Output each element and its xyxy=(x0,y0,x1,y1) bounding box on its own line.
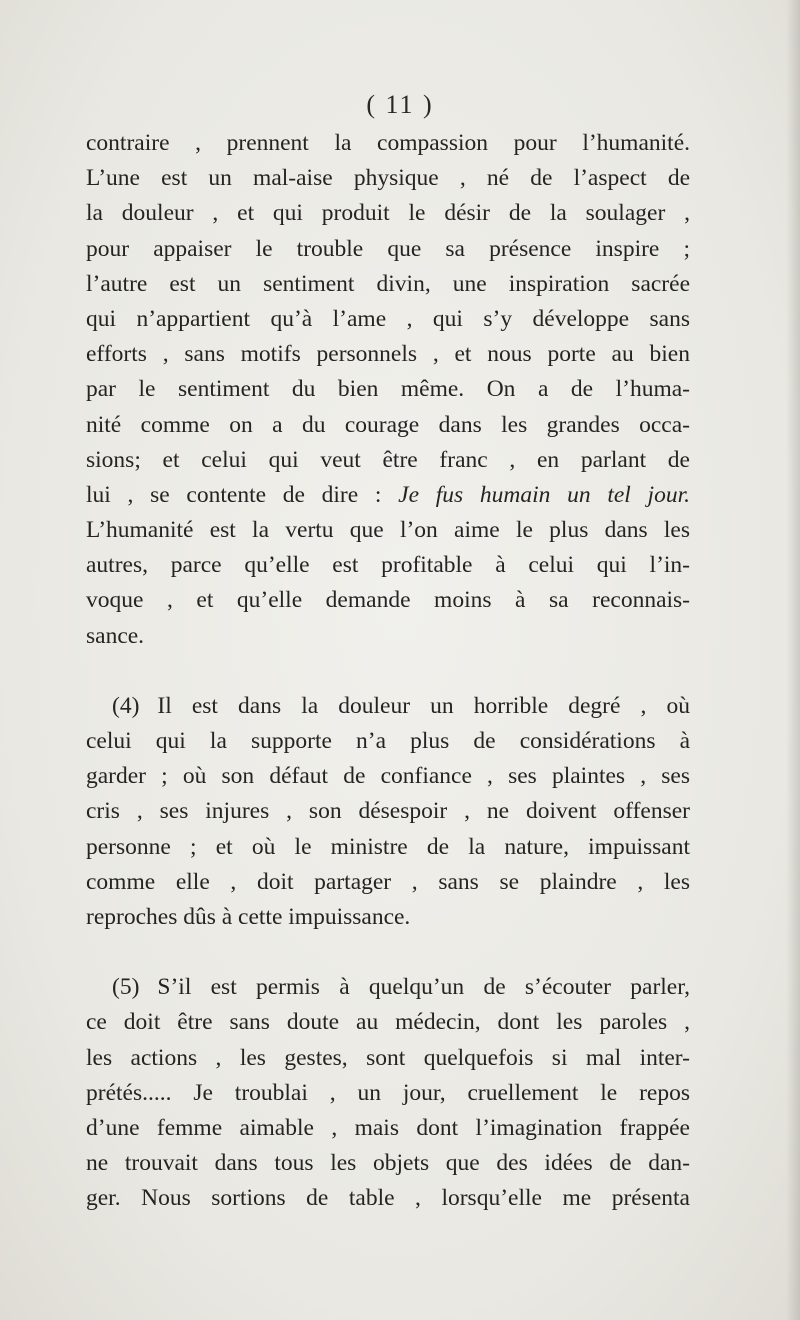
text-line-with-quote xyxy=(86,478,690,513)
text-line: L’humanité est la vertu que l’on aime le plus dans les xyxy=(86,517,690,544)
text-line: celui qui la supporte n’a plus de considérations à xyxy=(86,728,690,754)
text-line: prétés..... Je troublai , un jour, cruellement le repos xyxy=(86,1079,690,1106)
text-line: les actions , les gestes, sont quelquefois si mal inter- xyxy=(86,1044,690,1071)
note-text: Il est dans la douleur un horrible degré , où xyxy=(157,692,690,719)
text-line: personne ; et où le ministre de la nature, impuissant xyxy=(86,833,690,860)
text-line: garder ; où son défaut de confiance , ses plaintes , ses xyxy=(86,763,690,790)
note-first-line xyxy=(86,970,690,1005)
text-line: sions; et celui qui veut être franc , en parlant de xyxy=(86,446,690,473)
page-edge-shadow xyxy=(786,0,800,1320)
text-line: nité comme on a du courage dans les grandes occa- xyxy=(86,411,690,438)
text-line: contraire , prennent la compassion pour l’humanité. xyxy=(86,130,690,156)
text-line: voque , et qu’elle demande moins à sa reconnais- xyxy=(86,587,690,614)
text-line: qui n’appartient qu’à l’ame , qui s’y développe sans xyxy=(86,305,690,332)
text-line: sance. xyxy=(86,622,145,649)
text-line: efforts , sans motifs personnels , et nous porte au bien xyxy=(86,341,690,368)
note-number: (4) xyxy=(112,692,140,719)
text-line: ce doit être sans doute au médecin, dont les paroles , xyxy=(86,1009,690,1036)
note-number: (5) xyxy=(112,974,140,1001)
text-line: pour appaiser le trouble que sa présence inspire ; xyxy=(86,235,690,262)
page-number: ( 11 ) xyxy=(366,90,434,119)
text-line: par le sentiment du bien même. On a de l’huma- xyxy=(86,376,690,403)
text-line: la douleur , et qui produit le désir de la soulager , xyxy=(86,200,690,227)
text-line: L’une est un mal-aise physique , né de l’aspect de xyxy=(86,165,690,192)
text-line: reproches dûs à cette impuissance. xyxy=(86,903,411,930)
body-text xyxy=(86,126,690,1216)
text-line: autres, parce qu’elle est profitable à celui qui l’in- xyxy=(86,552,690,579)
text-line: ger. Nous sortions de table , lorsqu’elle me présenta xyxy=(86,1185,690,1212)
line-text: lui , se contente de dire : xyxy=(86,481,399,508)
note-first-line xyxy=(86,689,690,724)
note-text: S’il est permis à quelqu’un de s’écouter parler, xyxy=(157,974,690,1001)
paragraph-gap xyxy=(86,935,690,970)
text-line: cris , ses injures , son désespoir , ne doivent offenser xyxy=(86,798,690,825)
paragraph-gap xyxy=(86,654,690,689)
text-line: l’autre est un sentiment divin, une inspiration sacrée xyxy=(86,270,690,297)
text-line: comme elle , doit partager , sans se plaindre , les xyxy=(86,868,690,895)
italic-quote: Je fus humain un tel jour. xyxy=(398,481,690,508)
text-line: ne trouvait dans tous les objets que des idées de dan- xyxy=(86,1150,690,1177)
text-line: d’une femme aimable , mais dont l’imagination frappée xyxy=(86,1114,690,1141)
